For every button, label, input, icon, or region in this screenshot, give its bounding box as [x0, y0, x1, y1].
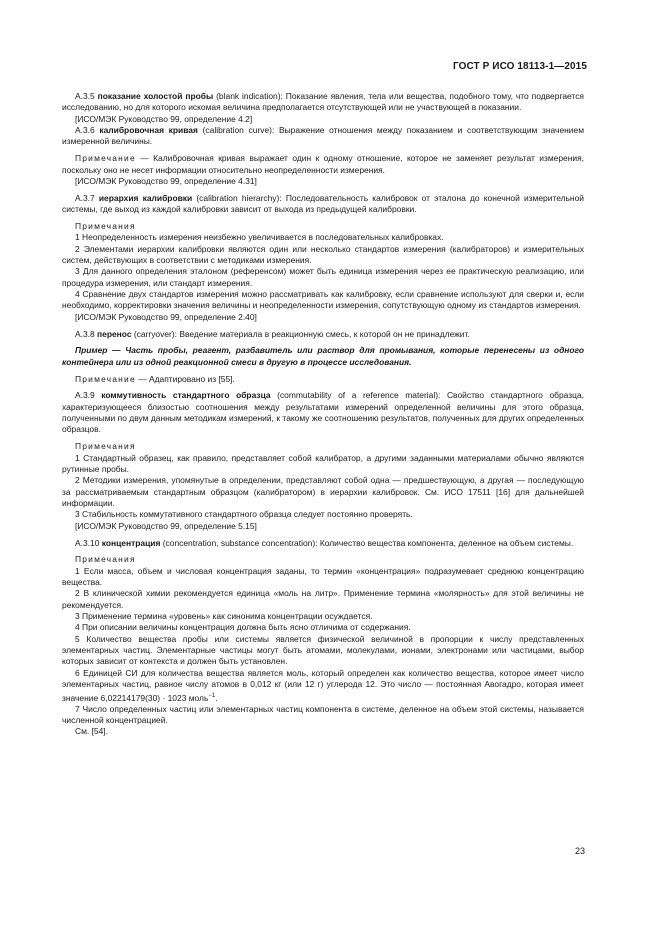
- text-run: 6 Единицей СИ для количества вещества является моль, который определен как количество вещества, которое имеет число элементарных частиц, равное числу атомов в 0,012 кг (или 12 г) углерода 12. Это число — постоянная Авогадро, которая имеет значение 6,02214179(30) · 1023 моль: [62, 667, 584, 703]
- text-run: 3 Применение термина «уровень» как синонима концентрации осуждается.: [75, 611, 373, 622]
- paragraph: [62, 153, 584, 176]
- paragraph: [62, 232, 584, 243]
- text-run: 2 В клинической химии рекомендуется единица «моль на литр». Применение термина «молярность» для этой величины не рекомендуется.: [62, 588, 584, 610]
- term: калибровочная кривая: [99, 125, 198, 136]
- text-run: (blank indication): Показание явления, тела или вещества, подобного тому, что подвергается исследованию, но для которого искомая величина предполагается отсутствующей или не участвующей в показании.: [62, 91, 584, 113]
- text-run: См. [54].: [75, 726, 109, 737]
- paragraph: [62, 345, 584, 368]
- paragraph: [62, 390, 584, 435]
- text-run: (calibration hierarchy): Последовательность калибровок от эталона до конечной измерительной системы, где выход из каждой калибровки зависит от выхода из предыдущей калибровки.: [62, 192, 584, 215]
- paragraph: [62, 441, 584, 452]
- document-body: [62, 91, 584, 738]
- text-run: А.3.5: [75, 91, 98, 101]
- text-run: [ИСО/МЭК Руководство 99, определение 4.31]: [75, 175, 257, 186]
- paragraph: [62, 374, 584, 385]
- term: показание холостой пробы: [97, 91, 214, 101]
- text-run: — Калибровочная кривая выражает один к одному отношение, которое не заменяет результат измерения, поскольку оно не несет информации относительно неопределенности измерения.: [62, 153, 584, 175]
- paragraph: [62, 193, 584, 216]
- note-label: Примечание: [75, 373, 136, 384]
- note-label: Примечания: [75, 441, 136, 452]
- text-run: — Адаптировано из [55].: [135, 373, 235, 384]
- text-run: [ИСО/МЭК Руководство 99, определение 5.15]: [75, 520, 257, 531]
- text-run: 1 Если масса, объем и числовая концентрация заданы, то термин «концентрация» подразумевает среднюю концентрацию вещества.: [62, 565, 584, 588]
- paragraph: [62, 244, 584, 267]
- paragraph: [62, 509, 584, 520]
- paragraph: [62, 634, 584, 668]
- paragraph: [62, 704, 584, 727]
- paragraph: [62, 566, 584, 589]
- text-run: 3 Стабильность коммутативного стандартного образца следует постоянно проверять.: [75, 509, 413, 520]
- text-run: А.3.9: [75, 390, 102, 401]
- document-code: ГОСТ Р ИСО 18113-1—2015: [452, 61, 587, 72]
- text-run: [ИСО/МЭК Руководство 99, определение 2.40]: [75, 311, 257, 322]
- paragraph: [62, 668, 584, 704]
- paragraph: [62, 554, 584, 565]
- text-run: А.3.8: [75, 328, 98, 339]
- text-run: 2 Элементами иерархии калибровки являются один или несколько стандартов измерения (калибраторов) и измерительных систем, действующих в соответствии с методиками измерения.: [62, 243, 584, 265]
- text-run: .: [215, 692, 218, 703]
- term: коммутивность стандартного образца: [101, 390, 271, 401]
- paragraph: [62, 622, 584, 633]
- term: иерархия калибровки: [98, 192, 193, 203]
- text-run: [ИСО/МЭК Руководство 99, определение 4.2]: [75, 113, 253, 124]
- paragraph: [62, 588, 584, 611]
- text-run: А.3.7: [75, 192, 99, 203]
- paragraph: [62, 176, 584, 187]
- text-run: 4 Сравнение двух стандартов измерения можно рассматривать как калибровку, если сравнение используют для сверки и, если необходимо, корректировки значения величины и неопределенности измерения, сопутствующую одному из стандартов измерения.: [62, 289, 584, 311]
- text-run: А.3.6: [75, 125, 100, 136]
- text-run: (calibration curve): Выражение отношения между показанием и соответствующим значением измеренной величины.: [62, 125, 585, 147]
- note-label: Примечания: [75, 220, 136, 231]
- text-run: (carryover): Введение материала в реакционную смесь, к которой он не принадлежит.: [131, 328, 470, 339]
- paragraph: [62, 289, 584, 312]
- term: перенос: [97, 328, 132, 339]
- paragraph: [62, 312, 584, 323]
- page-number: 23: [574, 846, 585, 856]
- text-run: 4 При описании величины концентрация должна быть ясно отличима от содержания.: [75, 622, 411, 633]
- text-run: 2 Методики измерения, упомянутые в определении, представляют собой одна — предшествующую, а другая — последующую за рассматриваемым стандартным образцом (калибратором) в иерархии калибровок. См. ИСО 17511 [16] для дальнейшей информации.: [62, 475, 584, 508]
- text-run: (concentration, substance concentration): Количество вещества компонента, деленное на объем системы.: [160, 537, 574, 548]
- paragraph: [62, 329, 584, 340]
- paragraph: [62, 266, 584, 289]
- paragraph: [62, 726, 584, 737]
- paragraph: [62, 611, 584, 622]
- text-run: А.3.10: [75, 537, 102, 548]
- text-run: 5 Количество вещества пробы или системы является физической величиной в пропорции к числу представленных элементарных частиц. Элементарные частицы могут быть атомами, молекулами, ионами, электронами или частицами, выбор которых зависит от контекста и должен быть установлен.: [62, 633, 584, 667]
- term: концентрация: [101, 537, 161, 548]
- text-run: 3 Для данного определения эталоном (референсом) может быть единица измерения через ее практическую реализацию, или процедура измерения, или стандарт измерения.: [62, 266, 584, 288]
- paragraph: [62, 475, 584, 509]
- paragraph: [62, 125, 584, 148]
- paragraph: [62, 453, 584, 476]
- text-run: (commutability of a reference material): Свойство стандартного образца, характеризующееся близостью соотношения между результатами измерений определенной величины для этого образца, полученными по двум данным методикам измерений, к такому же соотношению результатов, полученных для других определенных образцов.: [62, 390, 584, 435]
- text-run: 7 Число определенных частиц или элементарных частиц компонента в системе, деленное на объем этой системы, называется численной концентрацией.: [62, 703, 584, 725]
- paragraph: [62, 538, 584, 549]
- text-run: 1 Неопределенность измерения неизбежно увеличивается в последовательных калибровках.: [75, 232, 444, 243]
- text-run: 1 Стандартный образец, как правило, представляет собой калибратор, а другими заданными материалами обычно являются рутинные пробы.: [62, 452, 584, 474]
- text-run: −1: [208, 692, 216, 699]
- paragraph: [62, 521, 584, 532]
- paragraph: [62, 221, 584, 232]
- paragraph: [62, 114, 584, 125]
- note-label: Примечание: [75, 153, 136, 164]
- text-run: Пример — Часть пробы, реагент, разбавитель или раствор для промывания, которые перенесены из одного контейнера или из одной реакционной смеси в другую в процессе исследования.: [62, 345, 584, 367]
- paragraph: [62, 91, 584, 114]
- note-label: Примечания: [75, 554, 136, 565]
